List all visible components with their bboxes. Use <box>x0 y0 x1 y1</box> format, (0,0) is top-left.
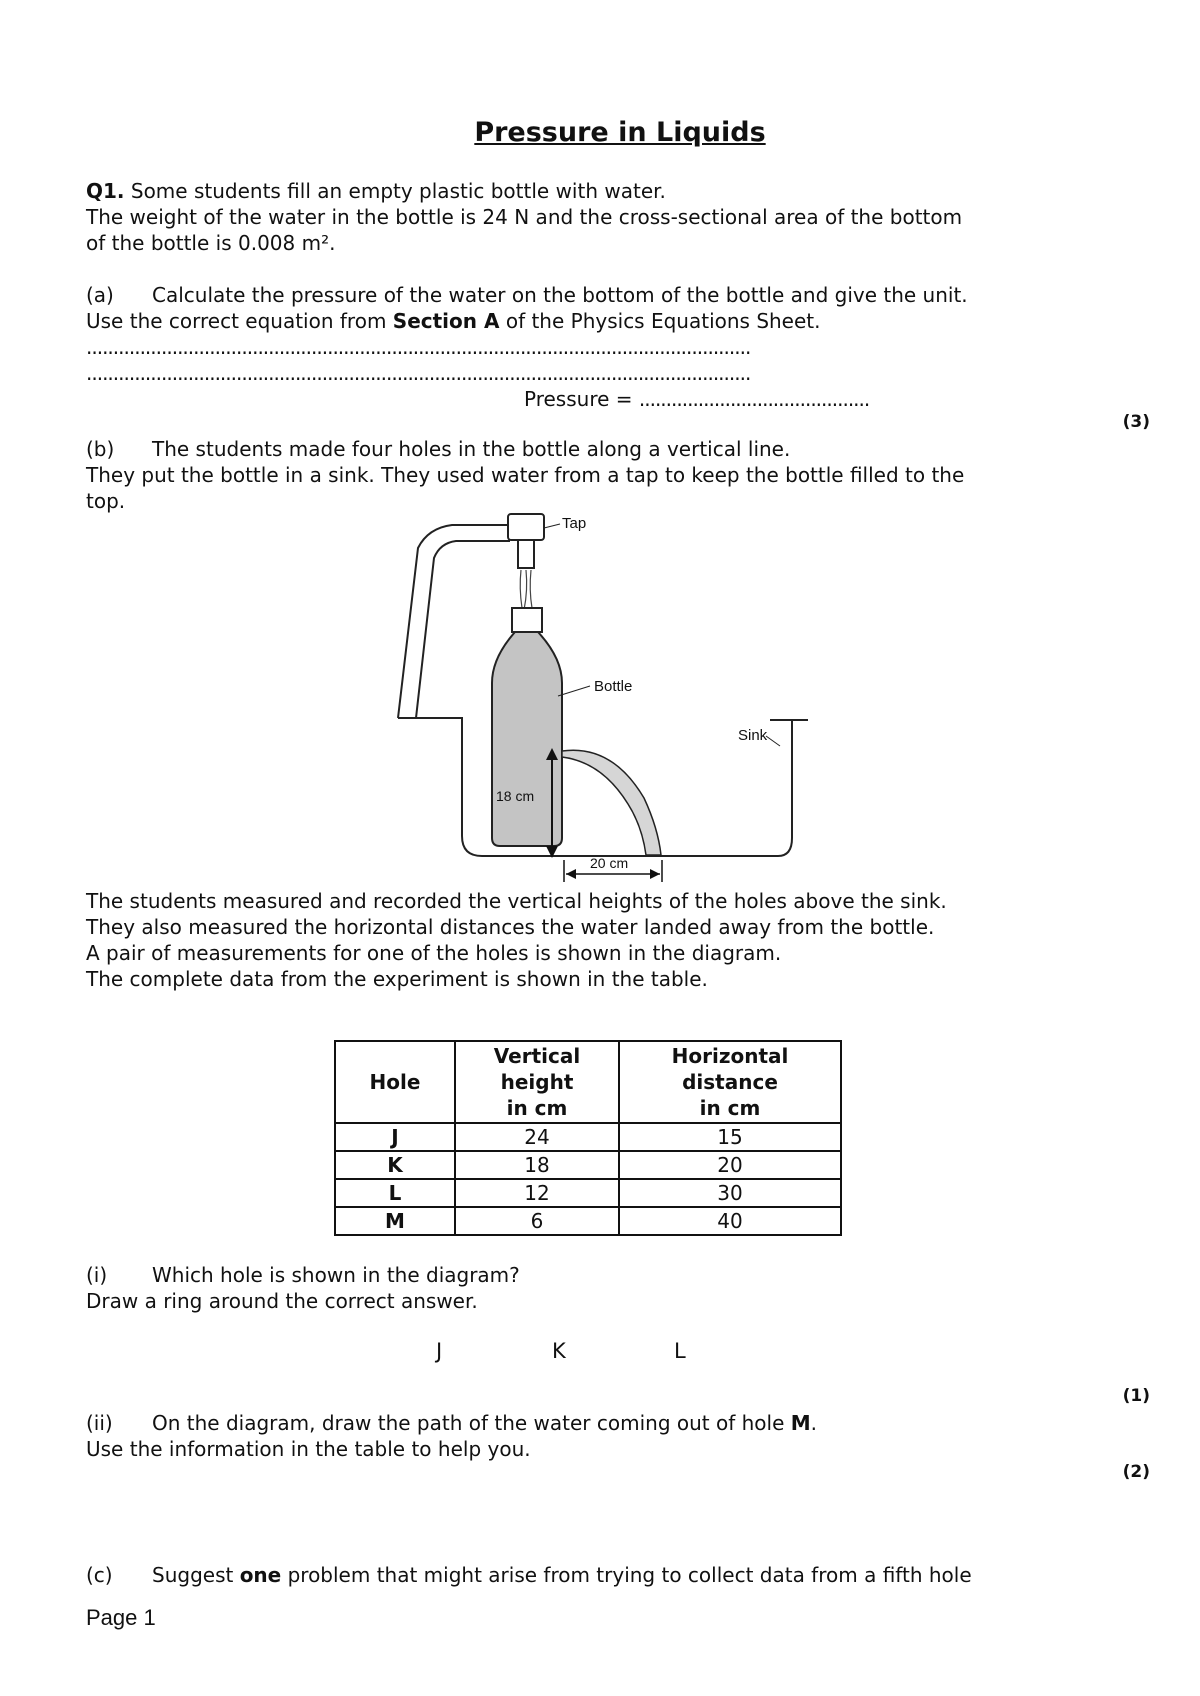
pressure-answer-dots[interactable]: ........................................... <box>638 387 870 411</box>
sink-label: Sink <box>738 727 768 744</box>
cell-hole: M <box>335 1207 455 1235</box>
part-c-text-end: problem that might arise from trying to collect data from a fifth hole <box>281 1563 972 1587</box>
instruction-text: Use the correct equation from <box>86 309 393 333</box>
part-ii-text: On the diagram, draw the path of the water coming out of hole <box>152 1411 791 1435</box>
part-i-instruction: Draw a ring around the correct answer. <box>86 1289 478 1313</box>
part-b-question <box>86 436 790 462</box>
distance-label: 20 cm <box>590 855 629 871</box>
table-header-row <box>335 1041 841 1123</box>
cell-hole: J <box>335 1123 455 1151</box>
tap-leader <box>544 524 560 528</box>
water-jet <box>562 750 661 855</box>
table-row <box>335 1123 841 1151</box>
cell-distance: 20 <box>619 1151 841 1179</box>
page-number: Page 1 <box>86 1605 156 1630</box>
q1-area-line: of the bottle is 0.008 m². <box>86 231 336 255</box>
header-distance <box>619 1041 841 1123</box>
part-i-text: Which hole is shown in the diagram? <box>152 1263 520 1287</box>
table-row <box>335 1179 841 1207</box>
q1-intro-line <box>86 178 666 204</box>
header-height-line: height <box>500 1070 574 1094</box>
header-height-line: in cm <box>506 1096 568 1120</box>
cell-height: 24 <box>455 1123 619 1151</box>
after-diagram-2: They also measured the horizontal distances the water landed away from the bottle. <box>86 915 935 939</box>
section-a-bold: Section A <box>392 309 500 333</box>
part-a-text: Calculate the pressure of the water on the bottom of the bottle and give the unit. <box>152 283 968 307</box>
part-c-label: (c) <box>86 1563 113 1587</box>
part-c-question <box>86 1562 972 1588</box>
table-row <box>335 1151 841 1179</box>
header-height <box>455 1041 619 1123</box>
answer-line-2[interactable]: ............................................................................................................................ <box>86 361 751 385</box>
sink-leader <box>766 736 780 746</box>
cell-distance: 30 <box>619 1179 841 1207</box>
q1-label: Q1. <box>86 179 125 203</box>
part-i-marks: (1) <box>1122 1386 1150 1406</box>
one-bold: one <box>239 1563 282 1587</box>
hole-m-bold: M <box>790 1411 811 1435</box>
results-table <box>334 1040 842 1236</box>
header-distance-line: Horizontal <box>671 1044 789 1068</box>
height-label: 18 cm <box>496 788 535 804</box>
cell-hole: L <box>335 1179 455 1207</box>
part-a-marks: (3) <box>1122 412 1150 432</box>
part-a-instruction <box>86 308 821 334</box>
bottle-sink-diagram[interactable] <box>390 508 860 883</box>
after-diagram-3: A pair of measurements for one of the holes is shown in the diagram. <box>86 941 782 965</box>
part-ii-text-end: . <box>810 1411 818 1435</box>
after-diagram-1: The students measured and recorded the vertical heights of the holes above the sink. <box>86 889 947 913</box>
header-distance-line: distance <box>682 1070 778 1094</box>
cell-height: 12 <box>455 1179 619 1207</box>
q1-weight-line: The weight of the water in the bottle is 24 N and the cross-sectional area of the bottom <box>86 205 963 229</box>
bottle-cap <box>512 608 542 632</box>
pressure-label: Pressure = <box>524 387 639 411</box>
part-ii-marks: (2) <box>1122 1462 1150 1482</box>
after-diagram-4: The complete data from the experiment is shown in the table. <box>86 967 708 991</box>
part-ii-instruction: Use the information in the table to help you. <box>86 1437 531 1461</box>
part-c-text: Suggest <box>152 1563 240 1587</box>
part-b-label: (b) <box>86 437 115 461</box>
part-ii-question <box>86 1410 817 1436</box>
q1-intro: Some students fill an empty plastic bottle with water. <box>130 179 666 203</box>
tap-water-stream <box>520 570 532 610</box>
table-row <box>335 1207 841 1235</box>
tap-label: Tap <box>562 515 587 532</box>
cell-distance: 40 <box>619 1207 841 1235</box>
pressure-answer <box>524 386 869 412</box>
cell-hole: K <box>335 1151 455 1179</box>
cell-height: 18 <box>455 1151 619 1179</box>
answer-option-l[interactable]: L <box>674 1339 686 1363</box>
answer-option-j[interactable]: J <box>436 1339 443 1363</box>
part-b-line2: They put the bottle in a sink. They used water from a tap to keep the bottle filled to the <box>86 463 965 487</box>
part-b-text: The students made four holes in the bottle along a vertical line. <box>152 437 791 461</box>
part-b-line3: top. <box>86 489 126 513</box>
tap-nozzle <box>518 540 534 568</box>
cell-height: 6 <box>455 1207 619 1235</box>
instruction-text-end: of the Physics Equations Sheet. <box>499 309 821 333</box>
header-height-line: Vertical <box>493 1044 581 1068</box>
part-i-question <box>86 1262 520 1288</box>
part-a-question <box>86 282 968 308</box>
bottle-label: Bottle <box>594 678 633 695</box>
header-hole: Hole <box>335 1041 455 1123</box>
answer-line-1[interactable]: ............................................................................................................................ <box>86 335 751 359</box>
part-a-label: (a) <box>86 283 114 307</box>
answer-option-k[interactable]: K <box>552 1339 566 1363</box>
header-distance-line: in cm <box>699 1096 761 1120</box>
tap-head <box>508 514 544 540</box>
part-i-label: (i) <box>86 1263 108 1287</box>
page-title: Pressure in Liquids <box>474 117 766 148</box>
part-ii-label: (ii) <box>86 1411 113 1435</box>
cell-distance: 15 <box>619 1123 841 1151</box>
